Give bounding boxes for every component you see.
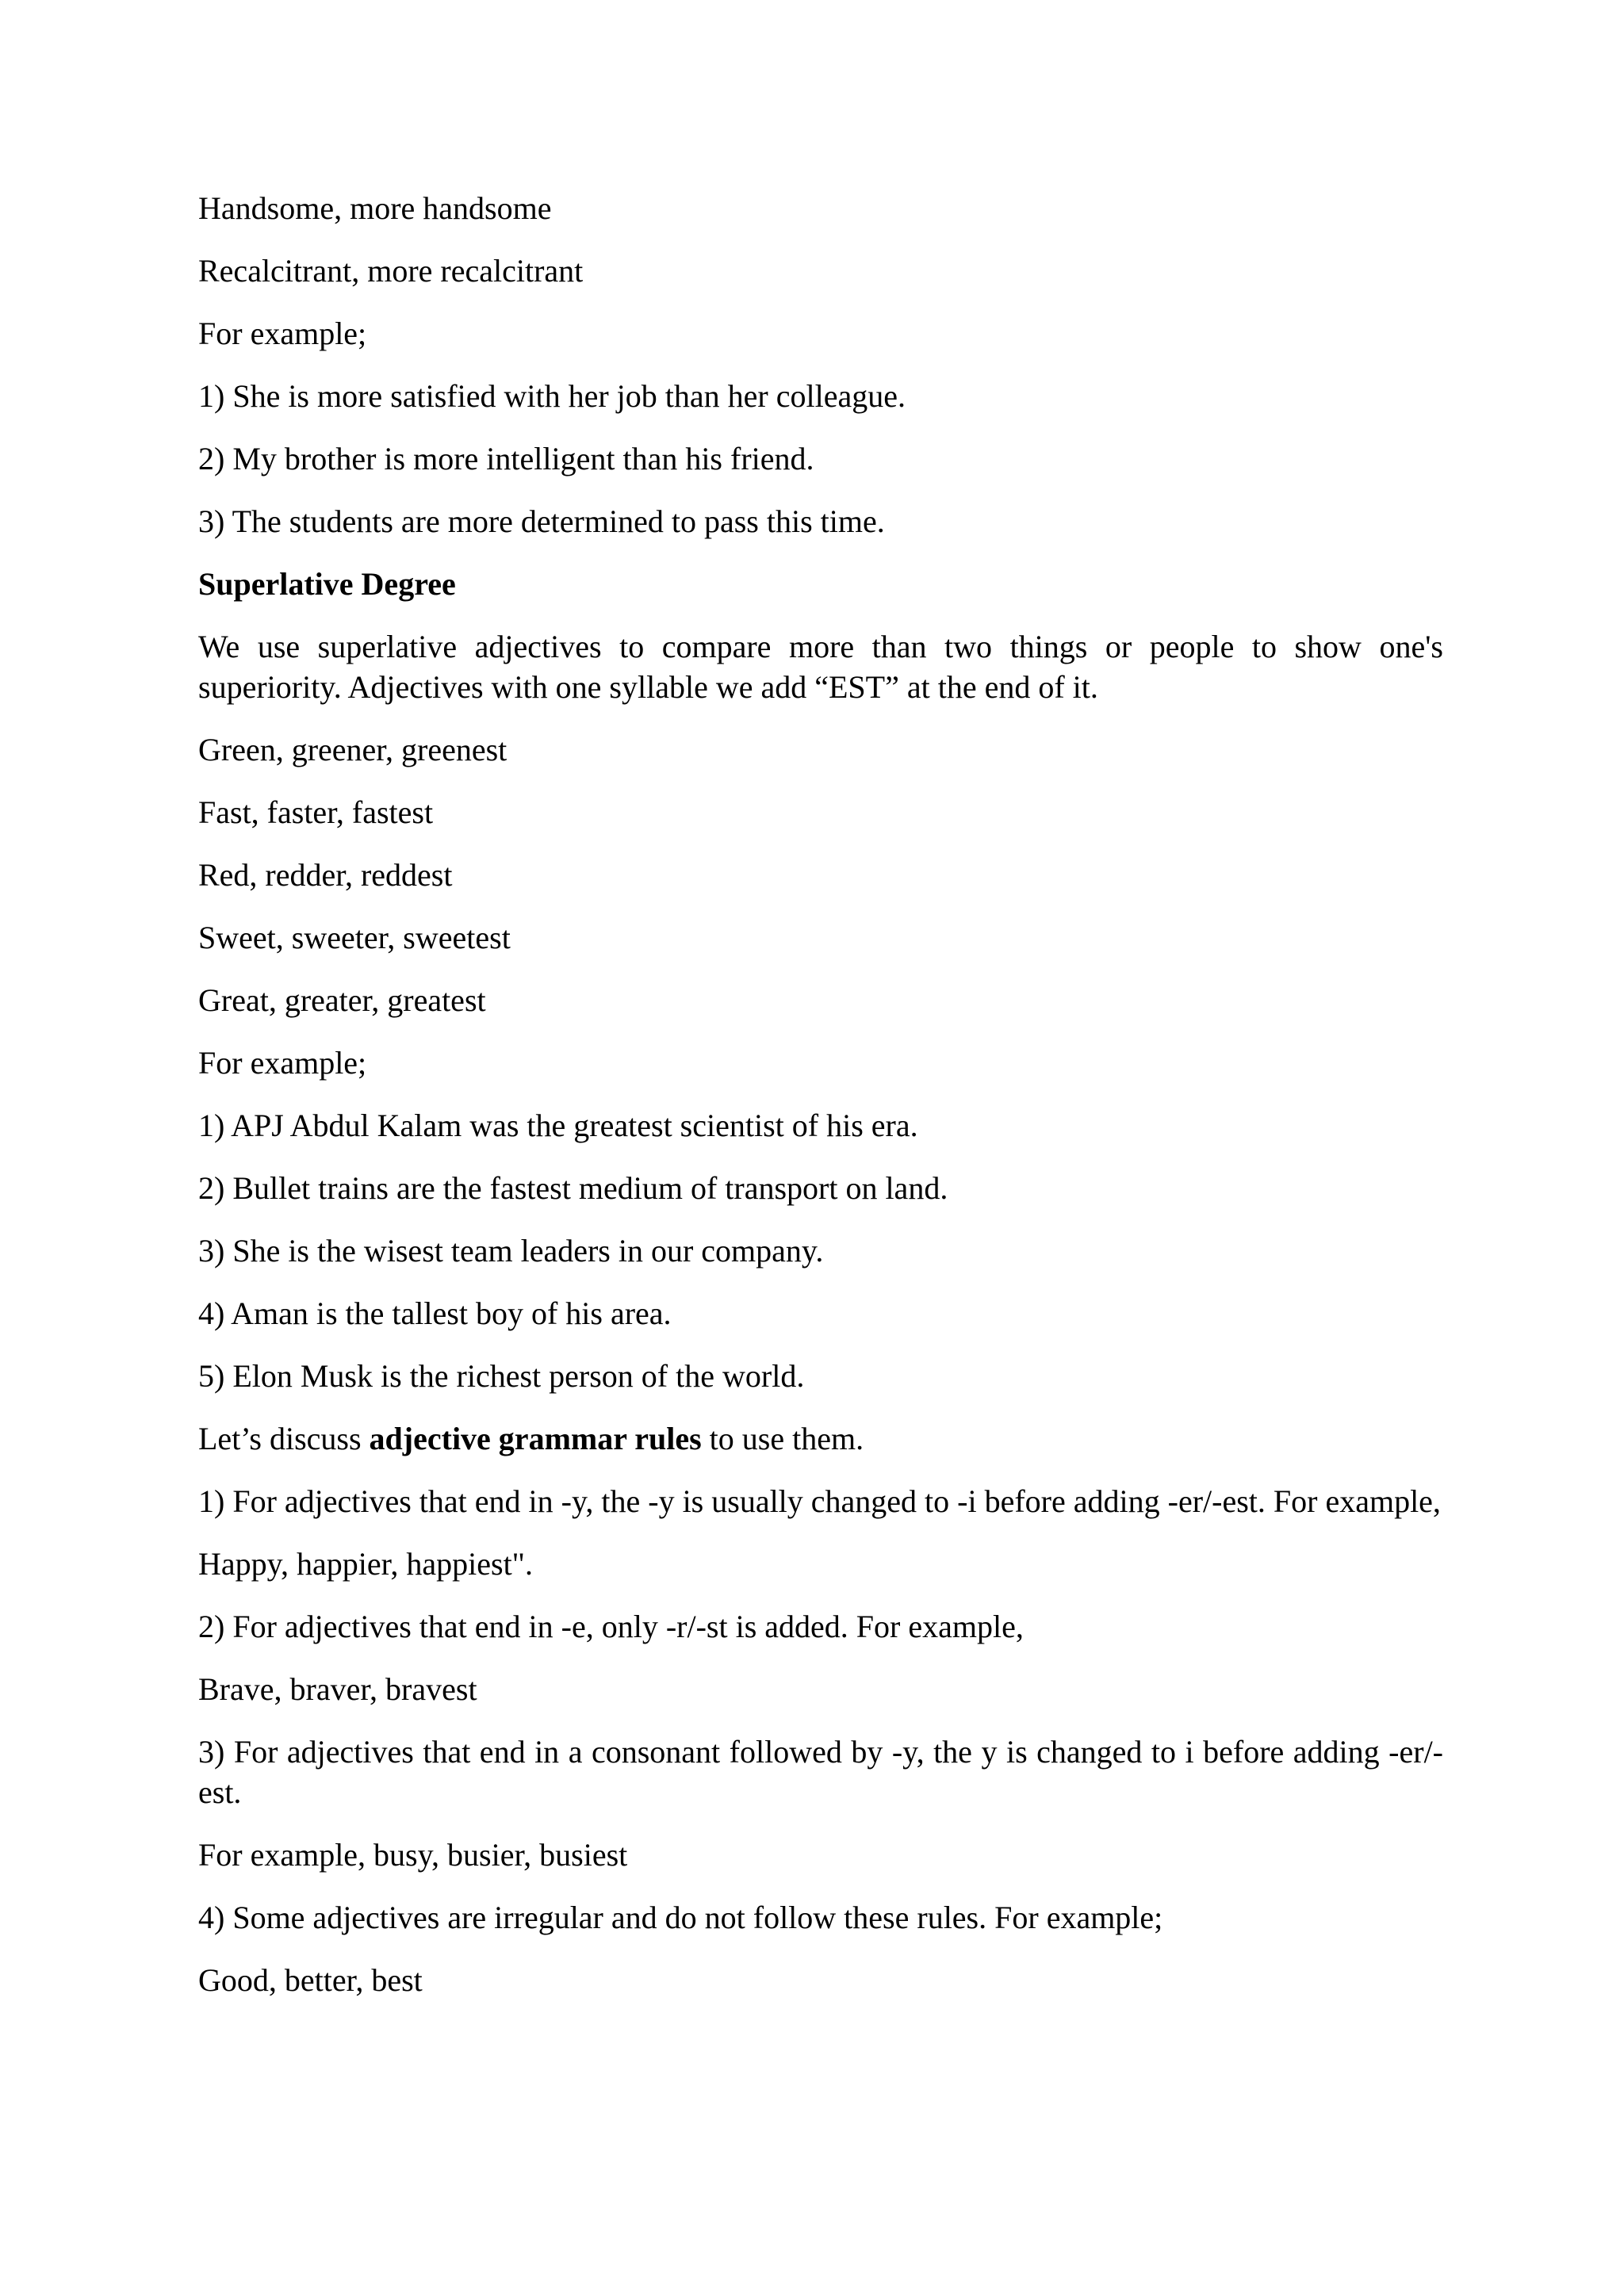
rule-2: 2) For adjectives that end in -e, only -r/-st is added. For example, <box>198 1609 1024 1644</box>
comparative-sentence-2: 2) My brother is more intelligent than his friend. <box>198 441 814 476</box>
superlative-example-fast: Fast, faster, fastest <box>198 794 434 830</box>
superlative-sentence-3: 3) She is the wisest team leaders in our company. <box>198 1233 824 1269</box>
superlative-example-red: Red, redder, reddest <box>198 857 453 893</box>
superlative-sentence-2: 2) Bullet trains are the fastest medium of transport on land. <box>198 1170 948 1206</box>
superlative-description: We use superlative adjectives to compare more than two things or people to show one's superiority. Adjectives with one syllable we add “EST” at the end of it. <box>198 629 1443 705</box>
document-body <box>198 188 1443 2022</box>
rules-intro-prefix: Let’s discuss <box>198 1421 370 1456</box>
rule-4: 4) Some adjectives are irregular and do not follow these rules. For example; <box>198 1900 1163 1935</box>
superlative-example-sweet: Sweet, sweeter, sweetest <box>198 920 511 955</box>
rule-3: 3) For adjectives that end in a consonant followed by -y, the y is changed to i before adding -er/-est. <box>198 1734 1443 1810</box>
rules-intro <box>198 1418 1443 1459</box>
rule-1: 1) For adjectives that end in -y, the -y is usually changed to -i before adding -er/-est. For example, <box>198 1483 1441 1519</box>
comparative-sentence-1: 1) She is more satisfied with her job than her colleague. <box>198 378 906 414</box>
superlative-example-great: Great, greater, greatest <box>198 982 486 1018</box>
rule-1-example: Happy, happier, happiest". <box>198 1546 534 1582</box>
superlative-example-green: Green, greener, greenest <box>198 732 508 767</box>
comparative-example-handsome: Handsome, more handsome <box>198 190 552 226</box>
rules-intro-suffix: to use them. <box>701 1421 864 1456</box>
rule-4-example: Good, better, best <box>198 1962 423 1998</box>
examples-intro: For example; <box>198 316 367 351</box>
comparative-example-recalcitrant: Recalcitrant, more recalcitrant <box>198 253 584 289</box>
comparative-sentence-3: 3) The students are more determined to pass this time. <box>198 503 885 539</box>
rule-2-example: Brave, braver, bravest <box>198 1671 477 1707</box>
superlative-sentence-4: 4) Aman is the tallest boy of his area. <box>198 1295 672 1331</box>
superlative-sentence-5: 5) Elon Musk is the richest person of the world. <box>198 1358 805 1394</box>
superlative-sentence-1: 1) APJ Abdul Kalam was the greatest scientist of his era. <box>198 1108 918 1143</box>
superlative-heading: Superlative Degree <box>198 566 456 602</box>
rules-intro-bold: adjective grammar rules <box>369 1421 702 1456</box>
rule-3-example: For example, busy, busier, busiest <box>198 1837 628 1873</box>
examples-intro-superlative: For example; <box>198 1045 367 1081</box>
